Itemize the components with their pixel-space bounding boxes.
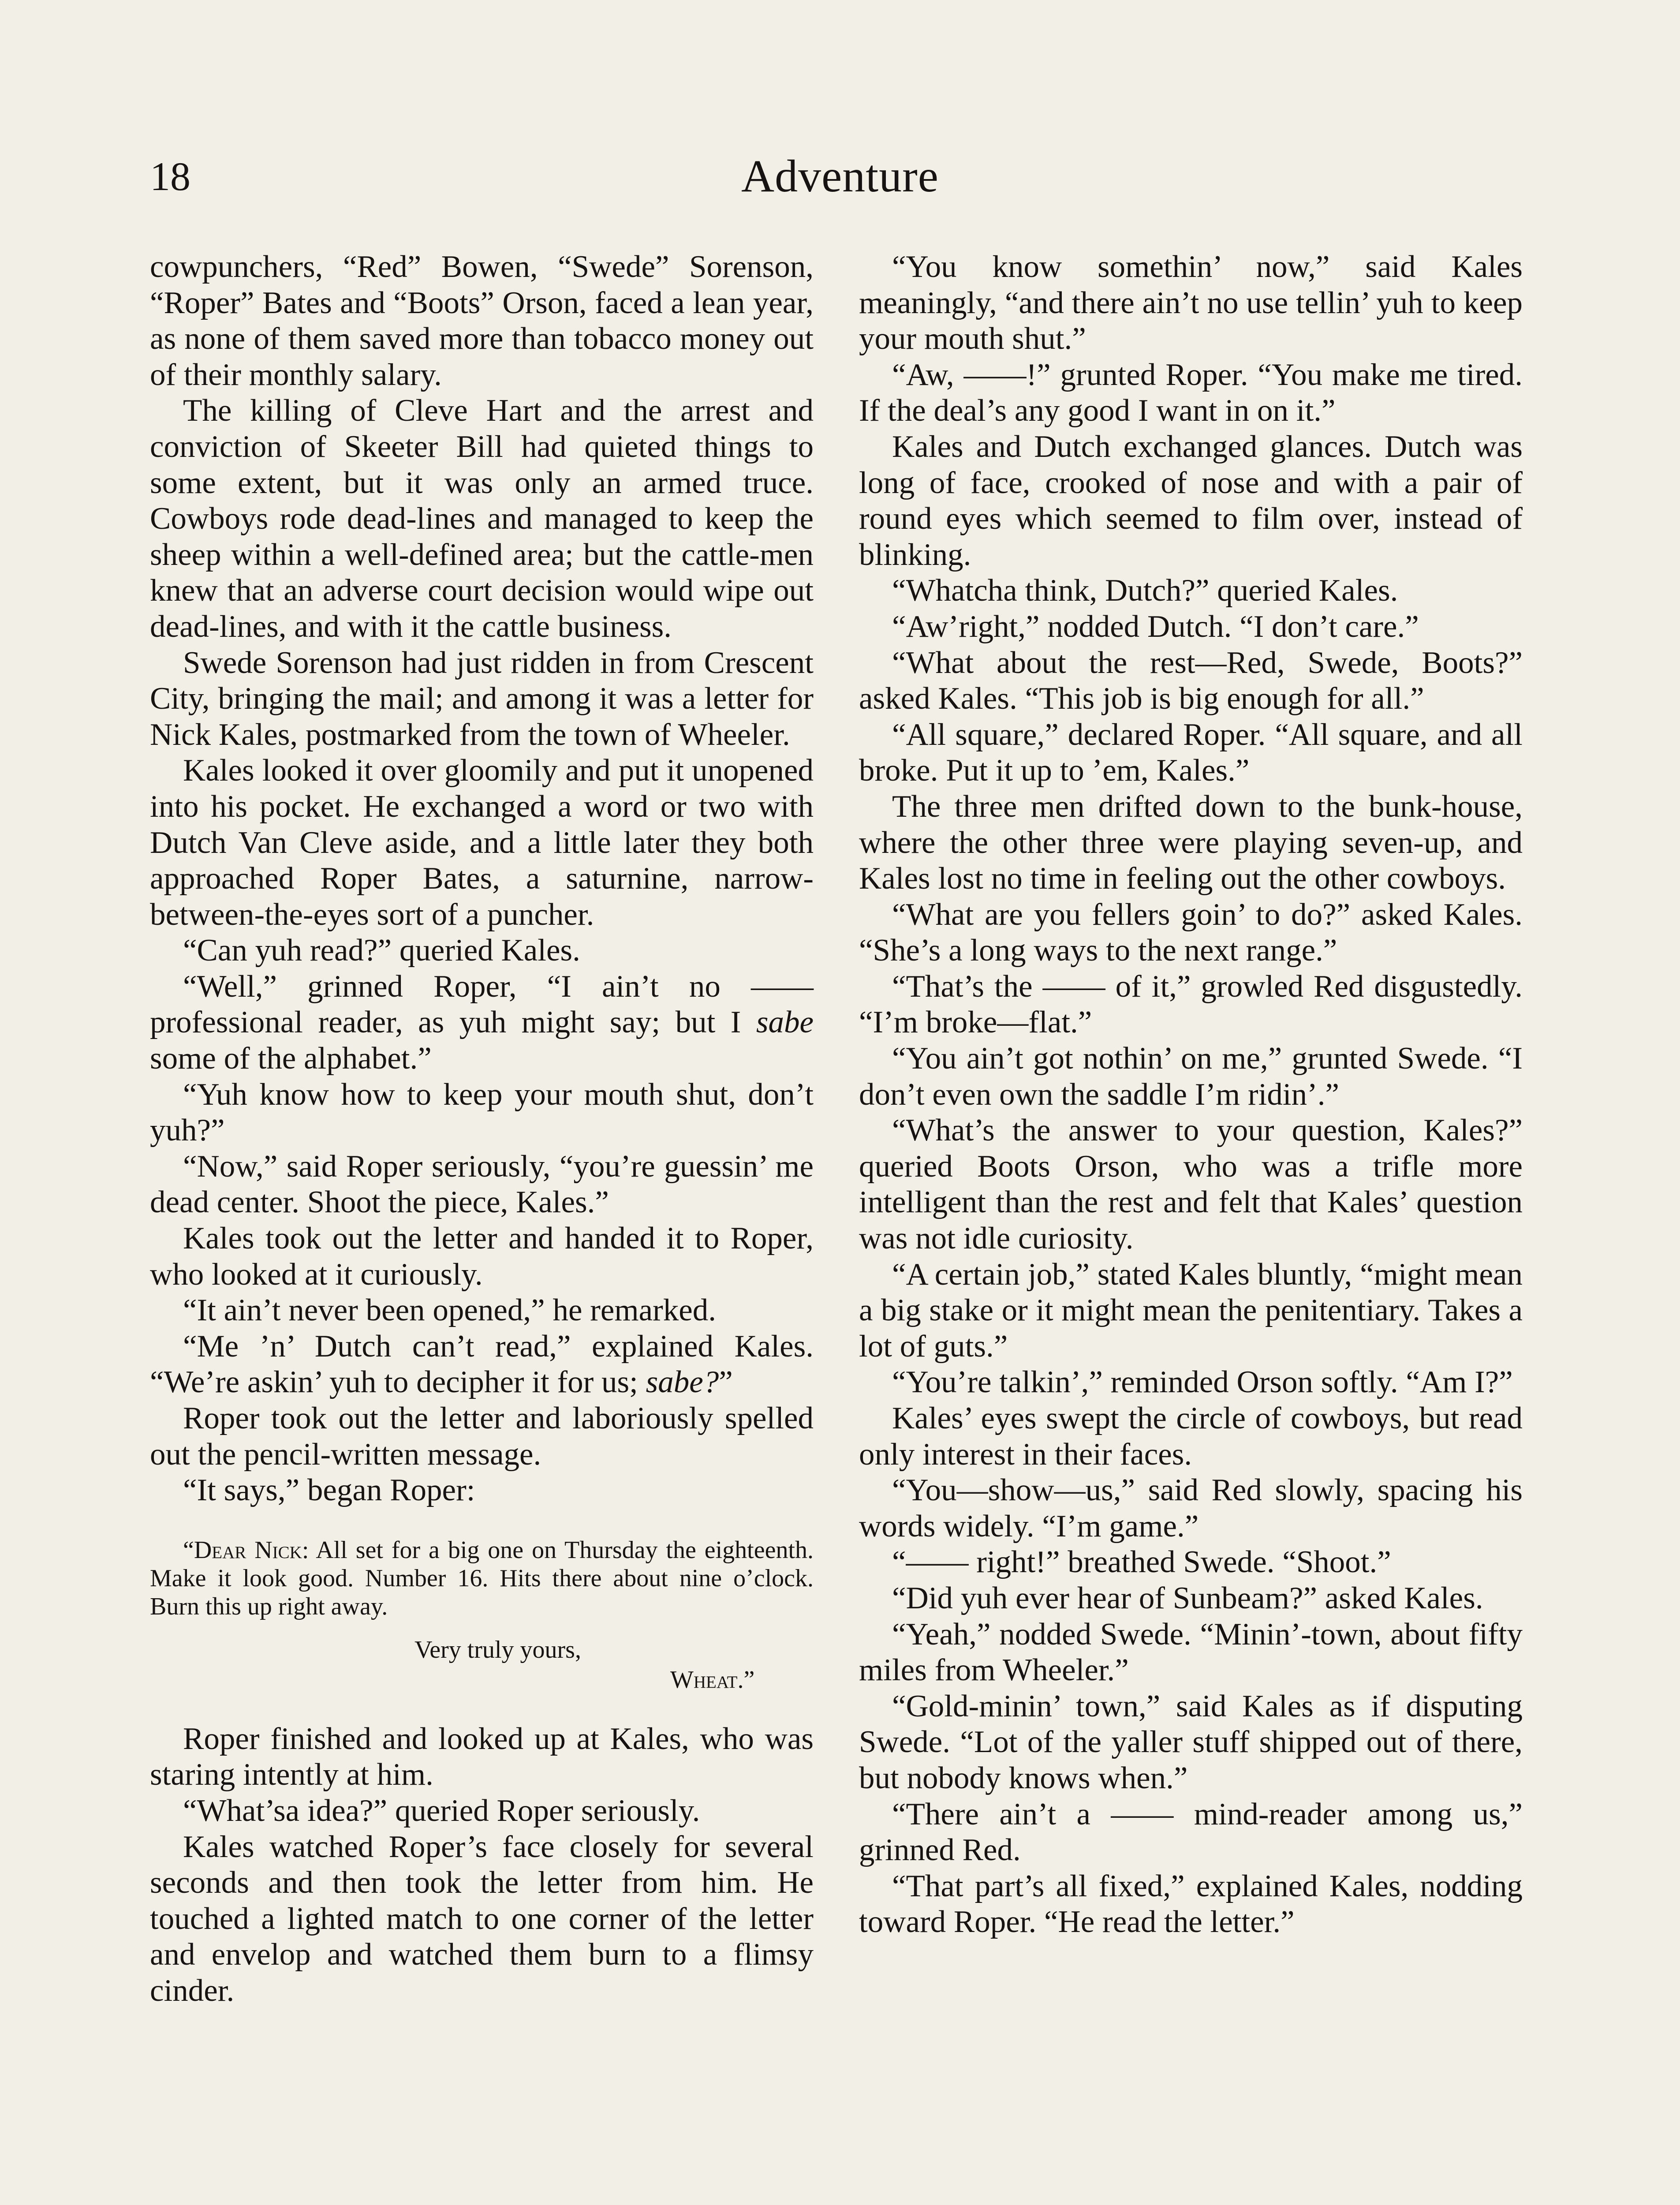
paragraph: “Now,” said Roper seriously, “you’re guessin’ me dead center. Shoot the piece, Kales.” [150, 1149, 814, 1220]
paragraph: “Whatcha think, Dutch?” queried Kales. [892, 573, 1398, 608]
paragraph: Kales took out the letter and handed it to Roper, who looked at it curiously. [150, 1221, 814, 1292]
paragraph: “You—show—us,” said Red slowly, spacing his words widely. “I’m game.” [859, 1473, 1523, 1544]
paragraph: Kales’ eyes swept the circle of cowboys, but read only interest in their faces. [859, 1401, 1523, 1472]
paragraph: “You’re talkin’,” reminded Orson softly. “Am I?” [892, 1365, 1513, 1400]
paragraph: Roper finished and looked up at Kales, who was staring intently at him. [150, 1721, 814, 1792]
paragraph: “It ain’t never been opened,” he remarked. [183, 1293, 717, 1328]
paragraph: “There ain’t a —— mind-reader among us,” grinned Red. [859, 1797, 1523, 1868]
letter-closing: Very truly yours, [414, 1636, 581, 1663]
paragraph: “—— right!” breathed Swede. “Shoot.” [892, 1545, 1391, 1580]
italic-word: sabe? [646, 1365, 719, 1400]
paragraph: “Did yuh ever hear of Sunbeam?” asked Kales. [892, 1581, 1483, 1615]
text-run: some of the alphabet.” [150, 1041, 432, 1076]
paragraph: “You ain’t got nothin’ on me,” grunted Swede. “I don’t even own the saddle I’m ridin’.” [859, 1041, 1523, 1112]
paragraph: “Gold-minin’ town,” said Kales as if disputing Swede. “Lot of the yaller stuff shipped out of there, but nobody knows when.” [859, 1689, 1523, 1795]
paragraph: “You know somethin’ now,” said Kales meaningly, “and there ain’t no use tellin’ yuh to keep your mouth shut.” [859, 250, 1523, 356]
paragraph: “What’s the answer to your question, Kales?” queried Boots Orson, who was a trifle more intelligent than the rest and felt that Kales’ question was not idle curiosity. [859, 1113, 1523, 1256]
letter-text: All set for a big one on Thursday the eighteenth. Make it look good. Number 16. Hits there about nine o’clock. Burn this up right away. [150, 1536, 814, 1620]
paragraph [150, 969, 814, 1077]
right-text-column [859, 249, 1523, 1940]
paragraph: “Yuh know how to keep your mouth shut, don’t yuh?” [150, 1077, 814, 1148]
paragraph: “A certain job,” stated Kales bluntly, “might mean a big stake or it might mean the penitentiary. Takes a lot of guts.” [859, 1257, 1523, 1364]
text-run: “Me ’n’ Dutch can’t read,” explained Kales. “We’re askin’ yuh to decipher it for us; [150, 1329, 814, 1400]
paragraph: “Can yuh read?” queried Kales. [183, 933, 580, 968]
page-number: 18 [150, 154, 190, 199]
letter-signature: Wheat.” [670, 1666, 755, 1693]
text-run: “Well,” grinned Roper, “I ain’t no —— professional reader, as yuh might say; but I [150, 969, 814, 1040]
quoted-letter [150, 1536, 814, 1694]
paragraph: “All square,” declared Roper. “All square, and all broke. Put it up to ’em, Kales.” [859, 717, 1523, 788]
paragraph: “That’s the —— of it,” growled Red disgustedly. “I’m broke—flat.” [859, 969, 1523, 1040]
paragraph: “Aw’right,” nodded Dutch. “I don’t care.” [892, 609, 1419, 644]
left-text-column [150, 249, 814, 2009]
text-run: ” [719, 1365, 733, 1400]
paragraph: Kales looked it over gloomily and put it unopened into his pocket. He exchanged a word or two with Dutch Van Cleve aside, and a little later they both approached Roper Bates, a saturnine, narrow-between-the-eyes sort of a puncher. [150, 753, 814, 932]
italic-word: sabe [756, 1005, 814, 1040]
page-header [0, 150, 1680, 212]
paragraph: Kales watched Roper’s face closely for several seconds and then took the letter from him. He touched a lighted match to one corner of the letter and envelop and watched them burn to a flimsy cinder. [150, 1829, 814, 2008]
paragraph: Roper took out the letter and laboriously spelled out the pencil-written message. [150, 1401, 814, 1472]
paragraph: The three men drifted down to the bunk-house, where the other three were playing seven-up, and Kales lost no time in feeling out the other cowboys. [859, 789, 1523, 896]
paragraph: The killing of Cleve Hart and the arrest and conviction of Skeeter Bill had quieted things to some extent, but it was only an armed truce. Cowboys rode dead-lines and managed to keep the sheep within a well-defined area; but the cattle-men knew that an adverse court decision would wipe out dead-lines, and with it the cattle business. [150, 393, 814, 644]
paragraph: “That part’s all fixed,” explained Kales, nodding toward Roper. “He read the letter.” [859, 1869, 1523, 1940]
paragraph: cowpunchers, “Red” Bowen, “Swede” Sorenson, “Roper” Bates and “Boots” Orson, faced a lean year, as none of them saved more than tobacco money out of their monthly salary. [150, 250, 814, 392]
paragraph: “What about the rest—Red, Swede, Boots?” asked Kales. “This job is big enough for all.” [859, 645, 1523, 716]
letter-body [150, 1536, 814, 1621]
paragraph [150, 1329, 814, 1401]
paragraph: “What’sa idea?” queried Roper seriously. [183, 1793, 700, 1828]
paragraph: “Aw, ——!” grunted Roper. “You make me tired. If the deal’s any good I want in on it.” [859, 357, 1523, 428]
paragraph: “It says,” began Roper: [183, 1473, 475, 1508]
paragraph: “What are you fellers goin’ to do?” asked Kales. “She’s a long ways to the next range.” [859, 897, 1523, 968]
running-head-title: Adventure [741, 151, 939, 202]
paragraph: “Yeah,” nodded Swede. “Minin’-town, about fifty miles from Wheeler.” [859, 1617, 1523, 1688]
paragraph: Swede Sorenson had just ridden in from Crescent City, bringing the mail; and among it was a letter for Nick Kales, postmarked from the town of Wheeler. [150, 645, 814, 752]
letter-salutation: “Dear Nick: [183, 1536, 309, 1564]
paragraph: Kales and Dutch exchanged glances. Dutch was long of face, crooked of nose and with a pair of round eyes which seemed to film over, instead of blinking. [859, 429, 1523, 572]
